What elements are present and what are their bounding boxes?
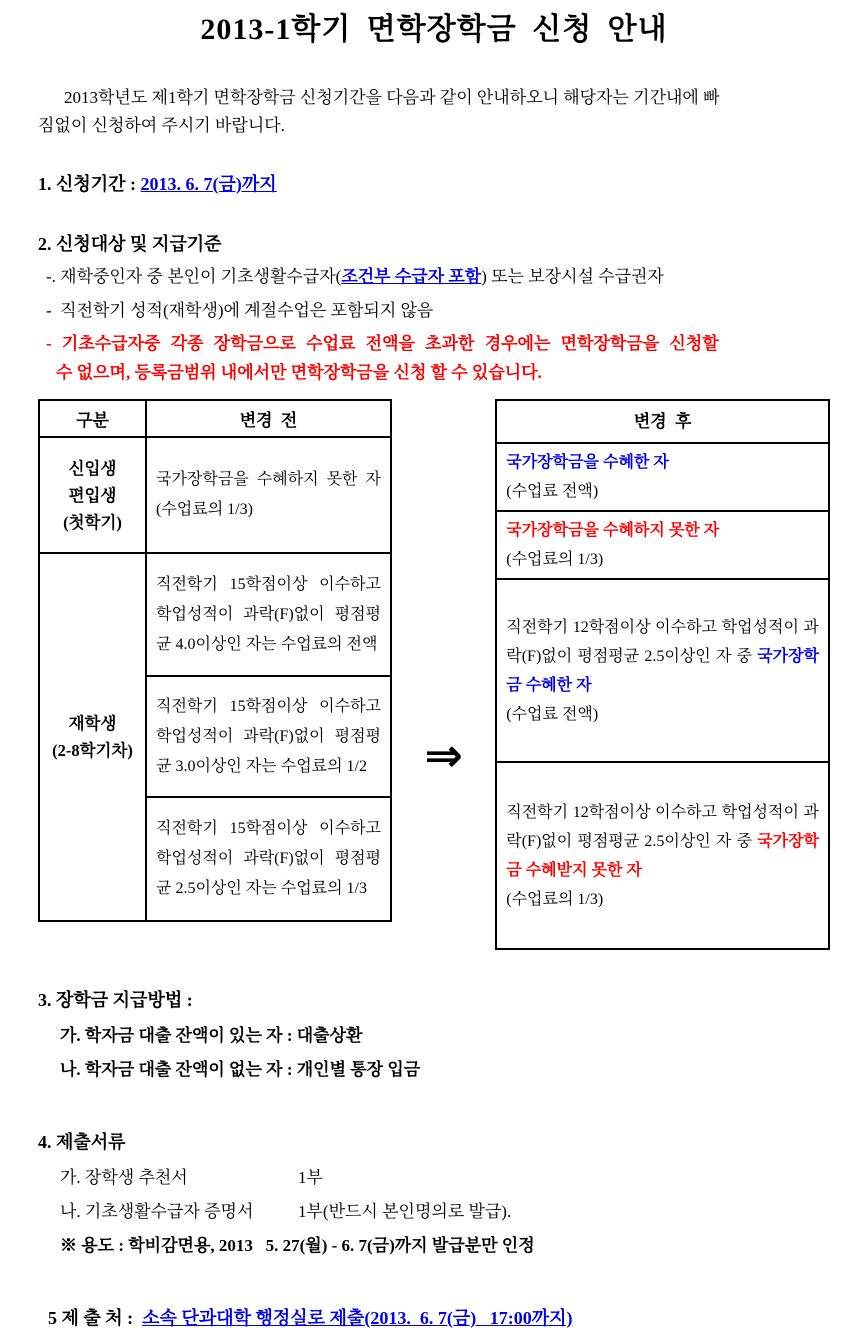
before-enrolled-criteria-1: 직전학기 15학점이상 이수하고 학업성적이 과락(F)없이 평점평균 4.0이상인 자는 수업료의 전액 [146,553,391,676]
submission-place-label: 5 제 출 처 : [48,1308,143,1328]
payment-method-item-1: 가. 학자금 대출 잔액이 있는 자 : 대출상환 [60,1026,363,1045]
after-change-table [495,399,830,950]
change-comparison-tables [38,399,830,950]
after-enrolled-recipient [496,579,829,762]
before-enrolled-criteria-2: 직전학기 15학점이상 이수하고 학업성적이 과락(F)없이 평점평균 3.0이상인 자는 수업료의 1/2 [146,676,391,797]
table-row [496,762,829,949]
after-r1-note: (수업료 전액) [506,483,599,500]
after-r2-emphasis: 국가장학금을 수혜하지 못한 자 [506,522,720,539]
column-header-category: 구분 [39,400,146,437]
submission-place-value: 소속 단과대학 행정실로 제출(2013. 6. 7(금) 17:00까지) [142,1308,573,1328]
scanned-notice-document [0,4,860,1330]
after-r4-prefix: 직전학기 12학점이상 이수하고 학업성적이 과락(F)없이 평점평균 2.5이상인 자 중 [506,803,819,850]
after-r1-emphasis: 국가장학금을 수혜한 자 [506,454,669,471]
double-arrow-icon: ⇒ [424,727,463,782]
column-header-before: 변경 전 [146,400,391,437]
eligibility-bullet-1 [38,264,830,290]
label-line: 신입생 [68,458,117,478]
table-row [496,443,829,511]
section-application-period [38,170,830,196]
application-deadline-value: 2013. 6. 7(금)까지 [140,174,277,194]
after-freshman-nonrecipient [496,511,829,579]
label-line: (2-8학기차) [52,741,133,760]
column-header-after: 변경 후 [496,400,829,443]
table-row [39,437,391,553]
row-label-enrolled [39,553,146,921]
document-1-label: 가. 장학생 추천서 [60,1168,188,1187]
before-change-table [38,399,392,922]
after-r3-note: (수업료 전액) [506,705,599,723]
section-required-documents [38,1128,830,1256]
eligibility-bullet-2: - 직전학기 성적(재학생)에 계절수업은 포함되지 않음 [46,301,434,320]
document-usage-note: ※ 용도 : 학비감면용, 2013 5. 27(월) - 6. 7(금)까지 발급분만 인정 [60,1236,535,1255]
required-document-item-1 [38,1163,830,1188]
intro-line-1: 2013학년도 제1학기 면학장학금 신청기간을 다음과 같이 안내하오니 해당자는 기간내에 빠 [64,88,720,107]
bullet1-prefix: -. 재학중인자 중 본인이 기초생활수급자( [46,267,342,286]
after-r3-prefix: 직전학기 12학점이상 이수하고 학업성적이 과락(F)없이 평점평균 2.5이상인 자 중 [506,618,819,665]
section-submission-place [38,1304,830,1330]
after-r3-emphasis: 국가장학금 수혜한 자 [506,647,819,694]
after-r2-note: (수업료의 1/3) [506,551,604,568]
before-freshman-criteria: 국가장학금을 수혜하지 못한 자(수업료의 1/3) [146,437,391,553]
warning-line-2: 수 없으며, 등록금범위 내에서만 면학장학금을 신청 할 수 있습니다. [56,363,542,382]
document-2-label: 나. 기초생활수급자 증명서 [60,1202,254,1221]
table-header-row [39,400,391,437]
label-line: 편입생 [68,485,117,505]
label-line: (첫학기) [63,512,122,532]
page-title: 2013-1학기 면학장학금 신청 안내 [200,13,668,46]
table-row [39,553,391,676]
intro-line-2: 짐없이 신청하여 주시기 바랍니다. [38,116,285,135]
table-header-row [496,400,829,443]
label-line: 재학생 [68,714,117,733]
after-r4-note: (수업료의 1/3) [506,890,604,908]
before-enrolled-criteria-3: 직전학기 15학점이상 이수하고 학업성적이 과락(F)없이 평점평균 2.5이상인 자는 수업료의 1/3 [146,797,391,921]
bullet1-emphasis: 조건부 수급자 포함 [341,267,482,286]
after-freshman-recipient [496,443,829,511]
required-document-item-2 [38,1197,830,1222]
section-eligibility [38,230,830,387]
bullet1-suffix: ) 또는 보장시설 수급권자 [481,267,664,286]
document-2-copies: 1부(반드시 본인명의로 발급). [298,1202,512,1221]
application-period-label: 1. 신청기간 : [38,174,141,194]
warning-line-1: - 기초수급자중 각종 장학금으로 수업료 전액을 초과한 경우에는 면학장학금을 신청할 [46,334,719,353]
eligibility-heading: 2. 신청대상 및 지급기준 [38,234,222,254]
row-label-freshman [39,437,146,553]
after-r4-emphasis: 국가장학금 수혜받지 못한 자 [506,832,819,879]
required-documents-heading: 4. 제출서류 [38,1132,126,1152]
document-1-copies: 1부 [298,1168,323,1187]
eligibility-warning [38,329,830,387]
after-enrolled-nonrecipient [496,762,829,949]
table-row [496,511,829,579]
payment-method-item-2: 나. 학자금 대출 잔액이 없는 자 : 개인별 통장 입금 [60,1060,421,1079]
payment-method-heading: 3. 장학금 지급방법 : [38,990,193,1010]
section-payment-method [38,986,830,1080]
intro-paragraph [38,84,830,140]
table-row [496,579,829,762]
change-arrow-container [392,399,495,950]
